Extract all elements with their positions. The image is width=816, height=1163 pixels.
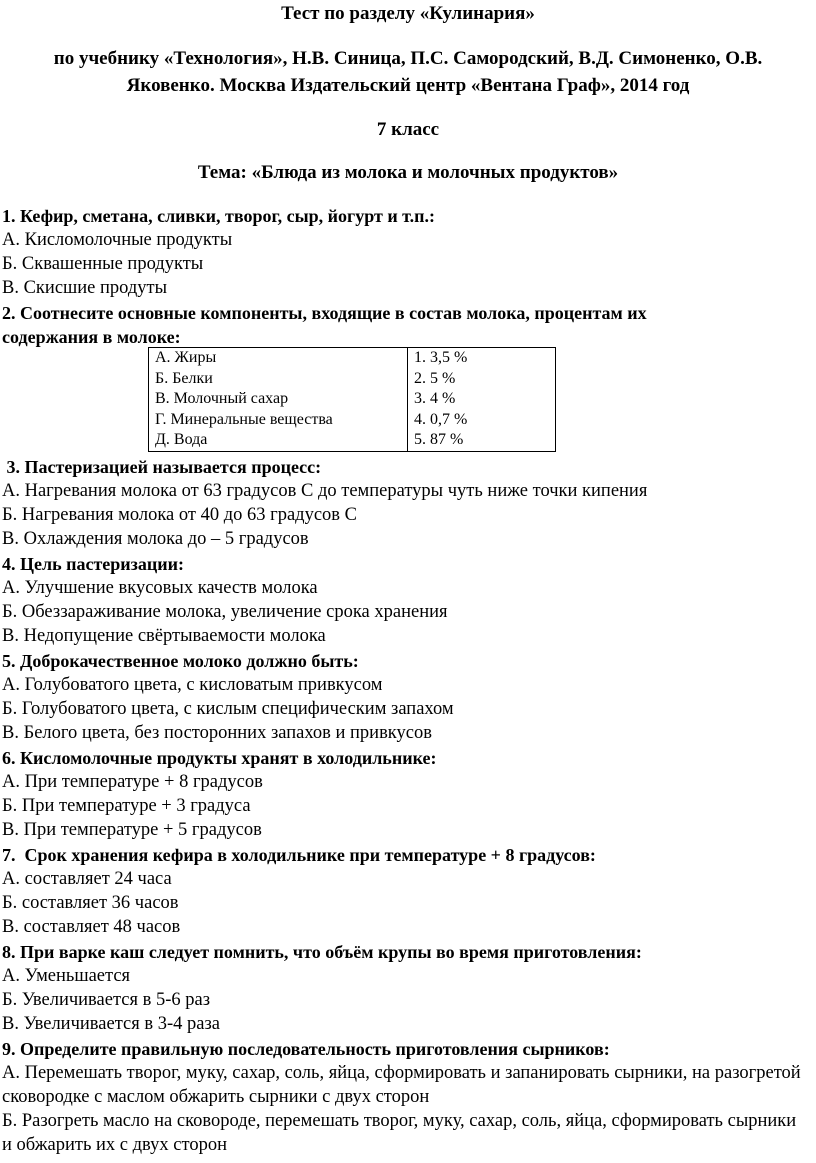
question-6-option-c: В. При температуре + 5 градусов (2, 820, 262, 840)
question-1: 1. Кефир, сметана, сливки, творог, сыр, йогурт и т.п.: (2, 206, 436, 226)
component-cell: Б. Белки (149, 369, 408, 390)
question-7-option-a: А. составляет 24 часа (2, 869, 172, 889)
question-8-option-c: В. Увеличивается в 3-4 раза (2, 1014, 220, 1034)
question-7-option-b: Б. составляет 36 часов (2, 893, 179, 913)
question-4-option-a: А. Улучшение вкусовых качеств молока (2, 578, 318, 598)
question-6-option-b: Б. При температуре + 3 градуса (2, 796, 251, 816)
question-7: 7. Срок хранения кефира в холодильнике при температуре + 8 градусов: (2, 845, 596, 865)
percent-cell: 1. 3,5 % (414, 349, 468, 366)
question-3-option-a: А. Нагревания молока от 63 градусов С до температуры чуть ниже точки кипения (2, 481, 648, 501)
matching-table (148, 347, 556, 452)
question-1-option-c: В. Скисшие продуты (2, 278, 168, 298)
table-row (149, 410, 556, 431)
question-7-option-c: В. составляет 48 часов (2, 917, 181, 937)
question-9-option-b: Б. Разогреть масло на сковороде, перемешать творог, муку, сахар, соль, яйца, сформировать сырники и обжарить их с двух сторон (2, 1111, 797, 1155)
component-cell: А. Жиры (149, 348, 408, 369)
question-8-option-b: Б. Увеличивается в 5-6 раз (2, 990, 211, 1010)
question-9-option-a: А. Перемешать творог, муку, сахар, соль, яйца, сформировать и запанировать сырники, на разогретой сковородке с маслом обжарить сырники с двух сторон (2, 1063, 801, 1107)
percent-cell: 4. 0,7 % (414, 410, 468, 428)
grade-label: 7 класс (376, 119, 440, 140)
question-8: 8. При варке каш следует помнить, что объём крупы во время приготовления: (2, 942, 642, 962)
question-4: 4. Цель пастеризации: (2, 554, 185, 574)
textbook-reference-line-2: Яковенко. Москва Издательский центр «Вентана Граф», 2014 год (126, 75, 690, 96)
question-5-option-c: В. Белого цвета, без посторонних запахов и привкусов (2, 723, 432, 743)
topic-heading: Тема: «Блюда из молока и молочных продуктов» (197, 162, 619, 183)
component-cell: Г. Минеральные вещества (149, 410, 408, 431)
percent-cell: 2. 5 % (414, 369, 456, 387)
question-6-option-a: А. При температуре + 8 градусов (2, 772, 263, 792)
question-8-option-a: А. Уменьшается (2, 966, 131, 986)
question-6: 6. Кисломолочные продукты хранят в холодильнике: (2, 748, 437, 768)
percent-cell: 5. 87 % (414, 431, 464, 449)
component-cell: Д. Вода (149, 430, 408, 451)
question-3-option-c: В. Охлаждения молока до – 5 градусов (2, 529, 309, 549)
question-5-option-a: А. Голубоватого цвета, с кисловатым привкусом (2, 675, 383, 695)
textbook-reference-line-1: по учебнику «Технология», Н.В. Синица, П.С. Самородский, В.Д. Симоненко, О.В. (53, 48, 763, 69)
question-1-option-a: А. Кисломолочные продукты (2, 230, 233, 250)
percent-cell: 3. 4 % (414, 390, 456, 408)
table-row (149, 389, 556, 410)
component-cell: В. Молочный сахар (149, 389, 408, 410)
question-2-line-2: содержания в молоке: (2, 327, 181, 347)
question-5-option-b: Б. Голубоватого цвета, с кислым специфическим запахом (2, 699, 454, 719)
question-3: 3. Пастеризацией называется процесс: (2, 457, 322, 477)
question-9: 9. Определите правильную последовательность приготовления сырников: (2, 1039, 610, 1059)
question-4-option-b: Б. Обеззараживание молока, увеличение срока хранения (2, 602, 448, 622)
table-row (149, 430, 556, 451)
document-title: Тест по разделу «Кулинария» (281, 3, 535, 24)
question-2-line-1: 2. Соотнесите основные компоненты, входящие в состав молока, процентам их (2, 303, 647, 323)
question-1-option-b: Б. Сквашенные продукты (2, 254, 204, 274)
question-3-option-b: Б. Нагревания молока от 40 до 63 градусов С (2, 505, 357, 525)
question-5: 5. Доброкачественное молоко должно быть: (2, 651, 359, 671)
table-row (149, 348, 556, 369)
table-row (149, 369, 556, 390)
question-4-option-c: В. Недопущение свёртываемости молока (2, 626, 326, 646)
